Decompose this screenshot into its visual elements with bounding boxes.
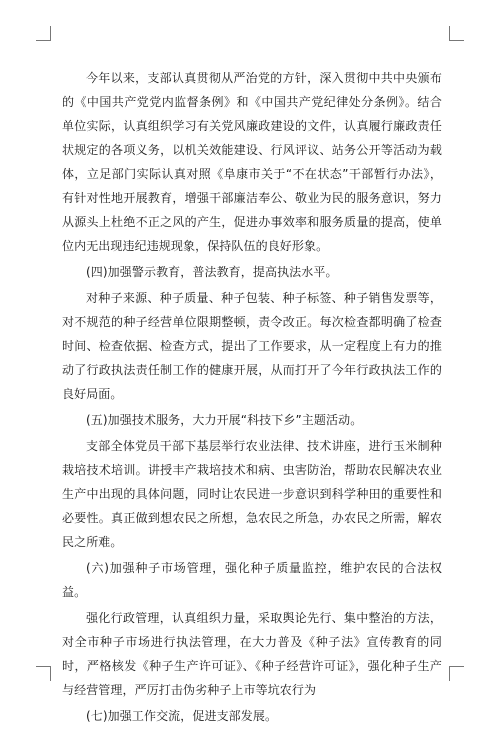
crop-mark-bottom-right [449,666,464,681]
section-heading: (七)加强工作交流，促进支部发展。 [86,709,278,723]
section-heading: (四)加强警示教育，普法教育，提高执法水平。 [86,265,338,279]
body-paragraph: 支部全体党员干部下基层举行农业法律、技术讲座，进行玉米制种栽培技术培训。讲授丰产栽培技术和病、虫害防治，帮助农民解决农业生产中出现的具体问题，同时让农民进一步意识到科学种田的重要性和必要性。真正做到想农民之所想，急农民之所急，办农民之所需，解农民之所难。 [62,439,442,549]
body-paragraph: 今年以来，支部认真贯彻从严治党的方针，深入贯彻中共中央颁布的《中国共产党党内监督条例》和《中国共产党纪律处分条例》。结合单位实际，认真组织学习有关党风廉政建设的文件，认真履行廉政责任状规定的各项义务，以机关效能建设、行风评议、站务公开等活动为载体，立足部门实际认真对照《阜康市关于“不在状态”干部暂行办法》，有针对性地开展教育，增强干部廉洁奉公、敬业为民的服务意识，努力从源头上杜绝不正之风的产生，促进办事效率和服务质量的提高，使单位内无出现违纪违规现象，保持队伍的良好形象。 [62,71,442,253]
crop-mark-top-left [36,26,51,41]
section-heading: (五)加强技术服务，大力开展“科技下乡”主题活动。 [86,413,363,427]
body-paragraph: 强化行政管理，认真组织力量，采取舆论先行、集中整治的方法，对全市种子市场进行执法管理，在大力普及《种子法》宣传教育的同时，严格核发《种子生产许可证》、《种子经营许可证》，强化种子生产与经营管理，严厉打击伪劣种子上市等坑农行为 [62,611,442,697]
crop-mark-top-right [449,26,464,41]
crop-mark-bottom-left [36,666,51,681]
section-heading: (六)加强种子市场管理，强化种子质量监控，维护农民的合法权益。 [62,561,442,599]
document-page [62,66,442,730]
body-paragraph: 对种子来源、种子质量、种子包装、种子标签、种子销售发票等，对不规范的种子经营单位限期整顿，责令改正。每次检查都明确了检查时间、检查依据、检查方式，提出了工作要求，从一定程度上有力的推动了行政执法责任制工作的健康开展，从而打开了今年行政执法工作的良好局面。 [62,291,442,401]
